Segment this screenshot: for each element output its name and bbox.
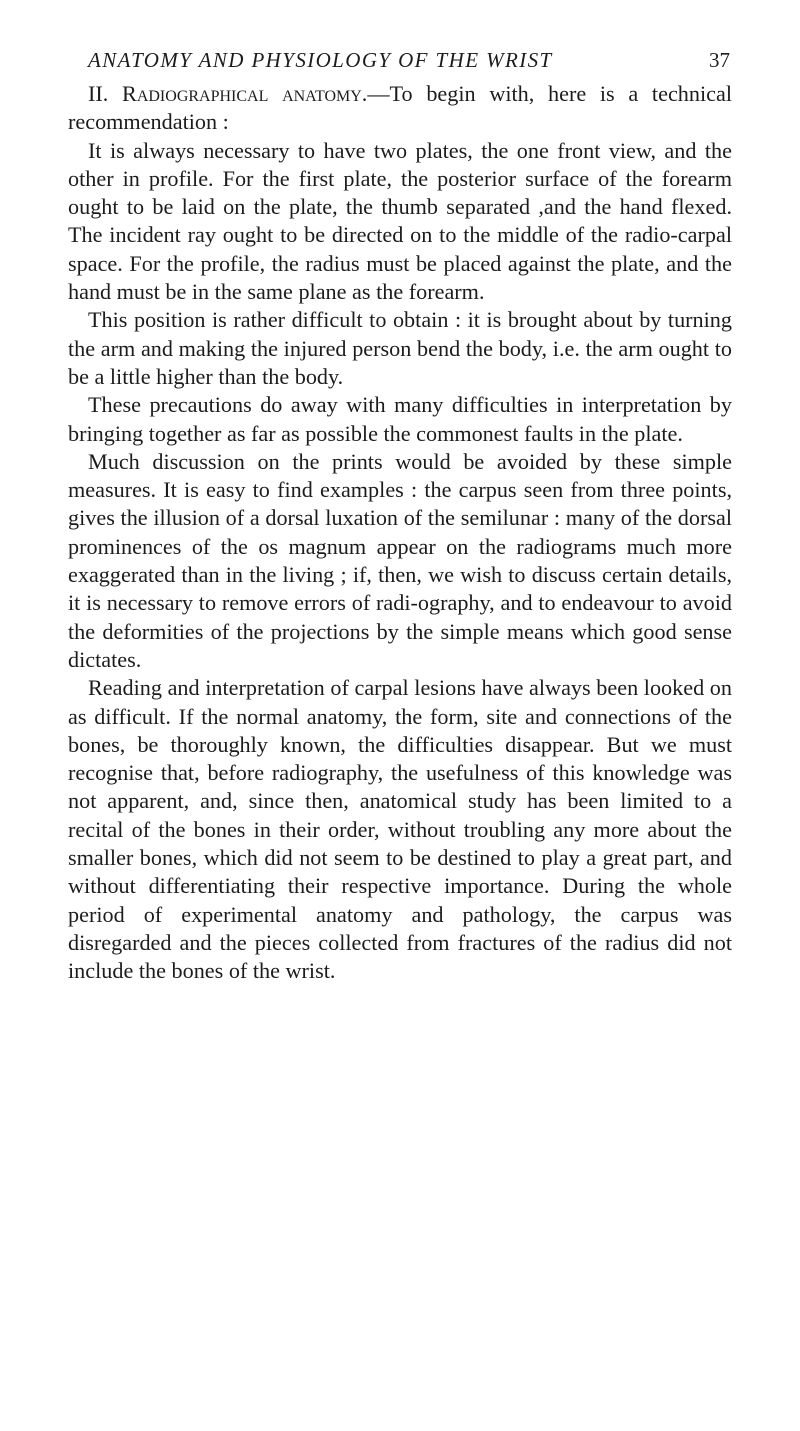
- body-text: [68, 80, 732, 986]
- running-title: ANATOMY AND PHYSIOLOGY OF THE WRIST: [88, 48, 553, 72]
- section-heading: II. Radiographical anatomy.: [88, 81, 368, 106]
- running-head: [68, 48, 732, 80]
- section-intro-paragraph: [68, 80, 732, 137]
- paragraph: Much discussion on the prints would be avoided by these simple measures. It is easy to find examples : the carpus seen from three points, gives the illusion of a dorsal luxation of the semilunar : many of the dorsal prominences of the os magnum appear on the radiograms much more exaggerated than in the living ; if, then, we wish to discuss certain details, it is necessary to remove errors of radi-ography, and to endeavour to avoid the deformities of the projections by the simple means which good sense dictates.: [68, 448, 732, 672]
- section-intro-text: —To begin with, here is a technical recommendation :: [68, 81, 733, 135]
- page-number: 37: [709, 48, 730, 72]
- paragraph: It is always necessary to have two plates, the one front view, and the other in profile. For the first plate, the posterior surface of the forearm ought to be laid on the plate, the thumb separated ,and the hand flexed. The incident ray ought to be directed on to the middle of the radio-carpal space. For the profile, the radius must be placed against the plate, and the hand must be in the same plane as the forearm.: [68, 137, 732, 305]
- book-page: [68, 48, 732, 986]
- paragraph: This position is rather difficult to obtain : it is brought about by turning the arm and making the injured person bend the body, i.e. the arm ought to be a little higher than the body.: [68, 307, 732, 389]
- paragraph: Reading and interpretation of carpal lesions have always been looked on as difficult. If the normal anatomy, the form, site and connections of the bones, be thoroughly known, the difficulties disappear. But we must recognise that, before radiography, the usefulness of this knowledge was not apparent, and, since then, anatomical study has been limited to a recital of the bones in their order, without troubling any more about the smaller bones, which did not seem to be destined to play a great part, and without differentiating their respective importance. During the whole period of experimental anatomy and pathology, the carpus was disregarded and the pieces collected from fractures of the radius did not include the bones of the wrist.: [68, 675, 732, 984]
- paragraph: These precautions do away with many difficulties in interpretation by bringing together as far as possible the commonest faults in the plate.: [68, 392, 732, 446]
